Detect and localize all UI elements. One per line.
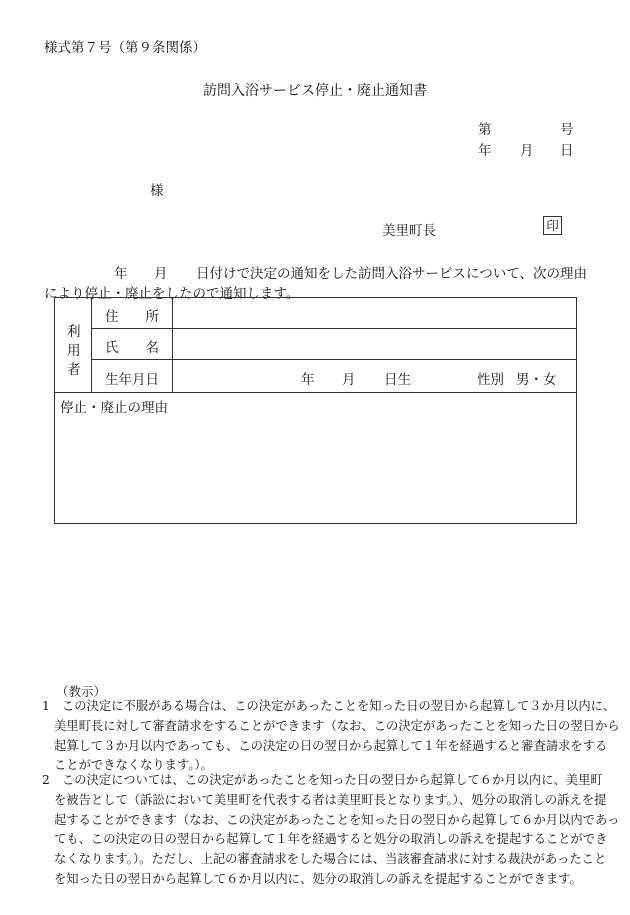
remark-line: を被告として（訴訟において美里町を代表する者は美里町長となります。）、処分の取消しの訴えを提 — [54, 792, 607, 807]
remark-line: なくなります。）。ただし、上記の審査請求をした場合には、当該審査請求に対する裁決があったこと — [54, 852, 607, 867]
row-divider — [91, 359, 577, 360]
number-suffix: 号 — [560, 122, 574, 138]
column-divider — [172, 298, 173, 392]
column-divider — [91, 298, 92, 392]
user-info-table — [54, 297, 577, 524]
notice-month-label: 月 — [154, 266, 168, 282]
address-label: 住 所 — [105, 309, 159, 325]
notice-line-2: により停止・廃止をしたので通知します。 — [44, 286, 300, 302]
row-divider — [91, 328, 577, 329]
remark-line: ことができなくなります。）。 — [54, 758, 213, 773]
birthdate-label: 生年月日 — [105, 372, 159, 388]
remark-number: 2 — [42, 773, 50, 787]
remark-line: 美里町長に対して審査請求をすることができます（なお、この決定があったことを知った日の翌日から — [54, 718, 620, 733]
birth-month-label: 月 — [342, 372, 356, 388]
gender-options: 男・女 — [516, 372, 557, 388]
remark-text — [54, 697, 620, 776]
number-prefix: 第 — [478, 122, 492, 138]
document-title: 訪問入浴サービス停止・廃止通知書 — [203, 83, 427, 99]
issue-month-label: 月 — [520, 143, 534, 159]
name-label: 氏 名 — [105, 340, 159, 356]
gender-label: 性別 — [477, 372, 504, 388]
remark-line: この決定については、この決定があったことを知った日の翌日から起算して６か月以内に、美里町 — [62, 773, 603, 787]
addressee-honorific: 様 — [150, 183, 164, 199]
remark-line: ても、この決定の日の翌日から起算して１年を経過すると処分の取消しの訴えを提起することができ — [54, 832, 608, 847]
issuer-name: 美里町長 — [382, 223, 436, 239]
notice-text-rest: 日付けで決定の通知をした訪問入浴サービスについて、次の理由 — [196, 266, 587, 282]
notice-year-label: 年 — [114, 266, 128, 282]
user-label-char: 用 — [67, 343, 81, 359]
issue-year-label: 年 — [478, 143, 492, 159]
remark-number: 1 — [42, 699, 50, 713]
row-divider — [55, 392, 577, 393]
remark-line: を知った日の翌日から起算して６か月以内に、処分の取消しの訴えを提起することができます。 — [54, 871, 582, 886]
remark-line: この決定に不服がある場合は、この決定があったことを知った日の翌日から起算して３か月以内に、 — [62, 699, 616, 713]
user-label-char: 者 — [67, 362, 81, 378]
remark-text — [54, 771, 620, 890]
seal-stamp: 印 — [543, 216, 562, 235]
reason-label: 停止・廃止の理由 — [60, 400, 168, 416]
form-number: 様式第７号（第９条関係） — [44, 40, 206, 56]
issue-day-label: 日 — [560, 143, 574, 159]
remark-line: 起することができます（なお、この決定があったことを知った日の翌日から起算して６か月以内であっ — [54, 812, 620, 827]
remark-line: 起算して３か月以内であっても、この決定の日の翌日から起算して１年を経過すると審査請求をする — [54, 738, 608, 753]
user-label-char: 利 — [67, 324, 81, 340]
remarks-title: （教示） — [56, 684, 107, 699]
birth-year-label: 年 — [301, 372, 315, 388]
birth-day-label: 日生 — [384, 372, 411, 388]
